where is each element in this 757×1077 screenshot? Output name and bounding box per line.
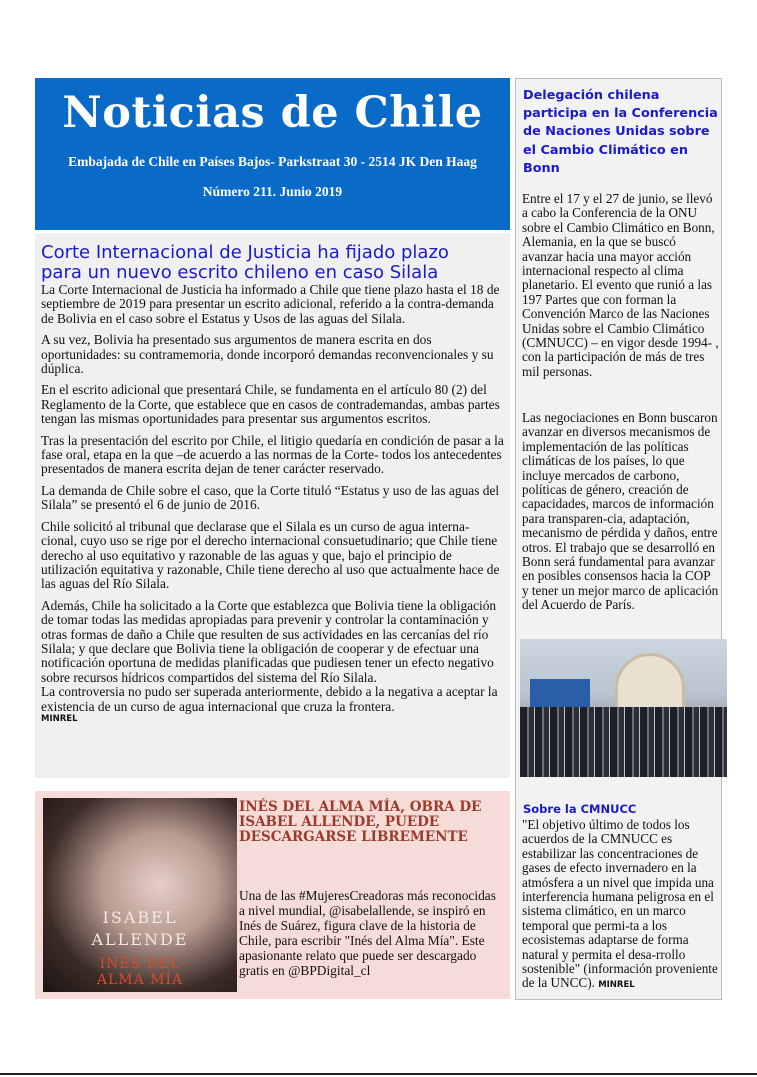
cover-author-last: ALLENDE bbox=[91, 930, 189, 949]
article-paragraph: La demanda de Chile sobre el caso, que la Corte tituló “Estatus y uso de las aguas del Silala” se presentó el 6 de junio de 2016. bbox=[41, 482, 500, 513]
article-source: MINREL bbox=[41, 713, 78, 724]
about-cmnucc-heading: Sobre la CMNUCC bbox=[523, 802, 637, 816]
article-headline bbox=[41, 243, 504, 283]
sidebar-paragraph-1: Entre el 17 y el 27 de junio, se llevó a cabo la Conferencia de la ONU sobre el Cambio Climático en Bonn, Alemania, en la que se buscó avanzar hacia una mayor acción internacional respecto al clima planetario. El evento que runió a las 197 Partes que con forman la Convención Marco de las Naciones Unidas sobre el Cambio Climático (CMNUCC) – en vigor desde 1994- , con la participación de más de tres mil personas. bbox=[522, 191, 719, 379]
article-paragraph: Además, Chile ha solicitado a la Corte que establezca que Bolivia tiene la obligación de tomar todas las medidas apropiadas para prevenir y controlar la contaminación y otras formas de daño a Chile que resulten de sus actividades en las cercanías del río Silala; y que declare que Bolivia tiene la obligación de cooperar y de efectuar una notificación oportuna de medidas planificadas que pudiesen tener un efecto negativo sobre recursos hídricos compartidos del sistema del Río Silala. bbox=[41, 597, 497, 685]
article-paragraph: En el escrito adicional que presentará Chile, se fundamenta en el artículo 80 (2) del Reglamento de la Corte, que establece que en casos de contrademandas, ambas partes tengan las mismas oportunidades para presentar sus argumentos escritos. bbox=[41, 382, 500, 427]
sidebar-source: MINREL bbox=[598, 980, 635, 991]
page-bottom-rule bbox=[0, 1073, 757, 1075]
sidebar-paragraph-2: Las negociaciones en Bonn buscaron avanzar en diversos mecanismos de implementación de las políticas climáticas de los países, lo que incluye mercados de carbono, políticas de género, creación de capacidades, marcos de información para transparen-cia, adaptación, mecanismo de pérdida y daños, entre otros. El trabajo que se desarrolló en Bonn será fundamental para avanzar en posibles consensos hacia la COP y tener un mejor marco de aplicación del Acuerdo de París. bbox=[522, 410, 719, 613]
book-feature bbox=[35, 791, 510, 999]
newsletter-title: Noticias de Chile bbox=[62, 88, 483, 138]
article-paragraph: La Corte Internacional de Justicia ha informado a Chile que tiene plazo hasta el 18 de septiembre de 2019 para presentar un escrito adicional, referido a la contra-demanda de Bolivia en el caso sobre el Estatus y Usos de las aguas del Silala. bbox=[41, 282, 500, 326]
cover-title-line-2: ALMA MÍA bbox=[96, 972, 184, 988]
silala-article bbox=[35, 233, 510, 778]
cover-title-line-1: INÉS DEL bbox=[99, 956, 181, 972]
cover-author-first: ISABEL bbox=[102, 908, 178, 927]
book-cover-image bbox=[43, 798, 237, 992]
about-cmnucc-body: "El objetivo último de todos los acuerdos de la CMNUCC es estabilizar las concentraciones de gases de efecto invernadero en la atmósfera a un nivel que impida una interferencia humana peligrosa en el sistema climático, en un marco temporal que permi-ta a los ecosistemas adaptarse de forma natural y permita el desa-rrollo sostenible" (información proveniente de la UNCC). bbox=[522, 817, 718, 991]
article-paragraph: La controversia no pudo ser superada anteriormente, debido a la negativa a aceptar la existencia de un curso de agua internacional que cruza la frontera. bbox=[41, 684, 498, 714]
headline-line-1: Corte Internacional de Justicia ha fijado plazo bbox=[41, 242, 449, 263]
book-description: Una de las #MujeresCreadoras más reconocidas a nivel mundial, @isabelallende, se inspiró en Inés de Suárez, figura clave de la historia de Chile, para escribir "Inés del Alma Mía". Este apasionante relato que puede ser descargado gratis en @BPDigital_cl bbox=[239, 888, 496, 978]
article-paragraph: Chile solicitó al tribunal que declarase que el Silala es un curso de agua interna-cional, cuyo uso se rige por el derecho internacional consuetudinario; que Chile tiene derecho al uso equitativo y razonable de las aguas y que, bajo el principio de utilización equitativa y razonable, Chile tiene derecho al uso que actualmente hace de las aguas del Río Silala. bbox=[41, 518, 500, 592]
cover-title bbox=[43, 956, 237, 988]
delegation-photo bbox=[520, 639, 727, 777]
photo-delegation-group bbox=[520, 707, 727, 777]
article-paragraph: A su vez, Bolivia ha presentado sus argumentos de manera escrita en dos oportunidades: su contramemoria, donde incorporó demandas reconvencionales y su dúplica. bbox=[41, 332, 494, 377]
book-heading: INÉS DEL ALMA MÍA, OBRA DE ISABEL ALLENDE, PUEDE DESCARGARSE LIBREMENTE bbox=[239, 799, 482, 845]
about-cmnucc-text bbox=[522, 818, 719, 993]
newsletter-header bbox=[35, 78, 510, 230]
sidebar-headline: Delegación chilena participa en la Conferencia de Naciones Unidas sobre el Cambio Climático en Bonn bbox=[523, 88, 718, 176]
headline-line-2: para un nuevo escrito chileno en caso Silala bbox=[41, 262, 439, 283]
issue-number: Número 211. Junio 2019 bbox=[202, 184, 343, 199]
sidebar-climate-article bbox=[515, 78, 722, 1000]
embassy-address: Embajada de Chile en Países Bajos- Parkstraat 30 - 2514 JK Den Haag bbox=[68, 154, 477, 169]
article-paragraph: Tras la presentación del escrito por Chile, el litigio quedaría en condición de pasar a la fase oral, etapa en la que –de acuerdo a las normas de la Corte- todos los antecedentes presentados de manera escrita dejan de tener carácter reservado. bbox=[41, 432, 504, 477]
